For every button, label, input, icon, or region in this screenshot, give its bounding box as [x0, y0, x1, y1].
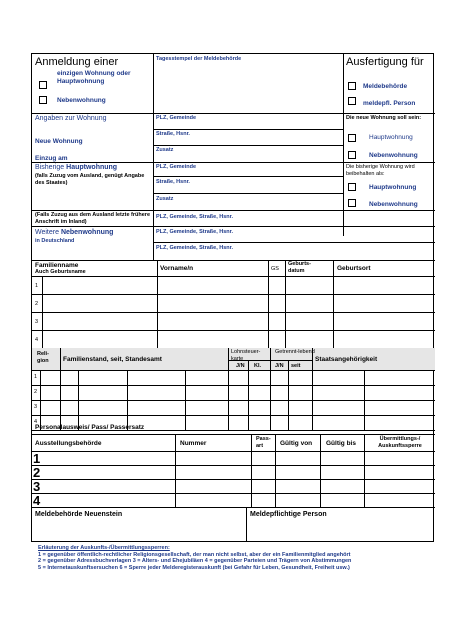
further-address-field-2[interactable]: PLZ, Gemeinde, Straße, Hsnr. — [156, 245, 234, 251]
id-col-number: Nummer — [180, 440, 207, 447]
footer-title: Erläuterung der Auskunfts-/Übermittlungssperren: — [38, 545, 170, 551]
stamp-label: Tagesstempel der Meldebehörde — [156, 56, 242, 62]
footer-legend — [38, 545, 428, 571]
prev-residence-type-title: Die bisherige Wohnung wird beibehalten als: — [346, 164, 415, 177]
id-col-authority: Ausstellungsbehörde — [35, 440, 102, 447]
prev-addition-field[interactable]: Zusatz — [156, 196, 174, 202]
persons-row-number: 2 — [35, 301, 39, 307]
copy-authority-label: Meldebehörde — [363, 83, 408, 90]
status-col-taxcard: Lohnsteuer-karte — [231, 349, 261, 362]
registration-form — [31, 53, 434, 542]
further-residence-sub: in Deutschland — [35, 238, 75, 244]
id-row-number: 2 — [33, 465, 41, 480]
checkbox-prev-secondary[interactable] — [348, 199, 356, 207]
persons-col-birthname: Auch Geburtsname — [35, 269, 86, 275]
persons-row-number: 3 — [35, 319, 39, 325]
copy-person-label: meldepfl. Person — [363, 100, 416, 107]
status-col-separated-yn: J/N — [275, 363, 284, 369]
new-addition-field[interactable]: Zusatz — [156, 147, 174, 153]
id-col-valid-to: Gültig bis — [326, 440, 356, 447]
status-row-number: 3 — [34, 404, 38, 410]
status-col-religion: Reli-gion — [37, 351, 49, 364]
status-col-nationality: Staatsangehörigkeit — [315, 356, 378, 363]
status-row-number: 2 — [34, 389, 38, 395]
copy-for-title: Ausfertigung für — [346, 56, 424, 68]
id-row-number: 1 — [33, 451, 41, 466]
persons-col-gender: GS — [271, 266, 279, 272]
new-residence-type-title: Die neue Wohnung soll sein: — [346, 115, 422, 121]
previous-residence-label: Bisherige Hauptwohnung — [35, 164, 118, 171]
new-street-field[interactable]: Straße, Hsnr. — [156, 131, 190, 137]
previous-residence-note: (falls Zuzug vom Ausland, genügt Angabe des Staates) — [35, 173, 145, 186]
status-row-number: 1 — [34, 374, 38, 380]
persons-col-firstname: Vorname/n — [160, 265, 194, 272]
new-residence-label: Neue Wohnung — [35, 138, 83, 145]
option-secondary-residence-label: Nebenwohnung — [57, 97, 106, 104]
abroad-address-field[interactable]: PLZ, Gemeinde, Straße, Hsnr. — [156, 214, 234, 220]
footer-line: 2 = gegenüber Adressbuchverlagen 3 = Alters- und Ehejubiläen 4 = gegenüber Parteien und Trägern von Abstimmungen — [38, 558, 352, 564]
move-in-date-label: Einzug am — [35, 155, 68, 162]
checkbox-main-residence[interactable] — [39, 81, 47, 89]
persons-col-surname: Familienname — [35, 262, 79, 269]
id-col-block: Übermittlungs-/ Auskunftssperre — [378, 436, 422, 449]
id-row-number: 4 — [33, 493, 41, 508]
status-col-separated: Getrennt-lebend — [275, 349, 315, 355]
form-title: Anmeldung einer — [35, 56, 119, 68]
status-col-separated-since: seit — [291, 363, 301, 369]
checkbox-copy-authority[interactable] — [348, 82, 356, 90]
prev-street-field[interactable]: Straße, Hsnr. — [156, 179, 190, 185]
status-col-marital: Familienstand, seit, Standesamt — [63, 356, 162, 363]
id-col-valid-from: Gültig von — [280, 440, 313, 447]
id-section-title: Personalausweis/ Pass/ Passersatz — [35, 424, 145, 431]
new-secondary-label: Nebenwohnung — [369, 152, 418, 159]
signature-person-label: Meldepflichtige Person — [250, 511, 327, 518]
persons-row-number: 1 — [35, 283, 39, 289]
status-col-taxcard-yn: J/N — [236, 363, 245, 369]
persons-row-number: 4 — [35, 337, 39, 343]
address-section-label: Angaben zur Wohnung — [35, 115, 107, 122]
persons-col-birthplace: Geburtsort — [337, 265, 371, 272]
prev-main-label: Hauptwohnung — [369, 184, 417, 191]
further-residence-label: Weitere Nebenwohnung — [35, 229, 114, 236]
checkbox-new-main[interactable] — [348, 134, 356, 142]
checkbox-prev-main[interactable] — [348, 183, 356, 191]
checkbox-new-secondary[interactable] — [348, 151, 356, 159]
status-col-taxcard-class: Kl. — [254, 363, 262, 369]
further-address-field-1[interactable]: PLZ, Gemeinde, Straße, Hsnr. — [156, 229, 234, 235]
id-row-number: 3 — [33, 479, 41, 494]
footer-line: 1 = gegenüber öffentlich-rechtlicher Religionsgesellschaft, der man nicht selbst, aber der ein Familienmitglied angehört — [38, 551, 351, 558]
abroad-note: (Falls Zuzug aus dem Ausland letzte frühere Anschrift im Inland) — [35, 212, 151, 225]
option-main-residence-label: einzigen Wohnung oder Hauptwohnung — [57, 70, 131, 85]
prev-secondary-label: Nebenwohnung — [369, 201, 418, 208]
new-main-label: Hauptwohnung — [369, 134, 413, 141]
persons-col-birthdate: Geburts-datum — [288, 261, 311, 274]
id-col-passtype: Pass-art — [256, 436, 271, 449]
status-row-number: 4 — [34, 419, 38, 425]
checkbox-copy-person[interactable] — [348, 97, 356, 105]
prev-plz-field[interactable]: PLZ, Gemeinde — [156, 164, 197, 170]
footer-line: 5 = Internetauskunftsersuchen 6 = Sperre jeder Melderegisterauskunft (bei Gefahr für Leben, Gesundheit, Freiheit usw.) — [38, 564, 350, 571]
checkbox-secondary-residence[interactable] — [39, 96, 47, 104]
signature-authority-label: Meldebehörde Neuenstein — [35, 511, 123, 518]
new-plz-field[interactable]: PLZ, Gemeinde — [156, 115, 197, 121]
